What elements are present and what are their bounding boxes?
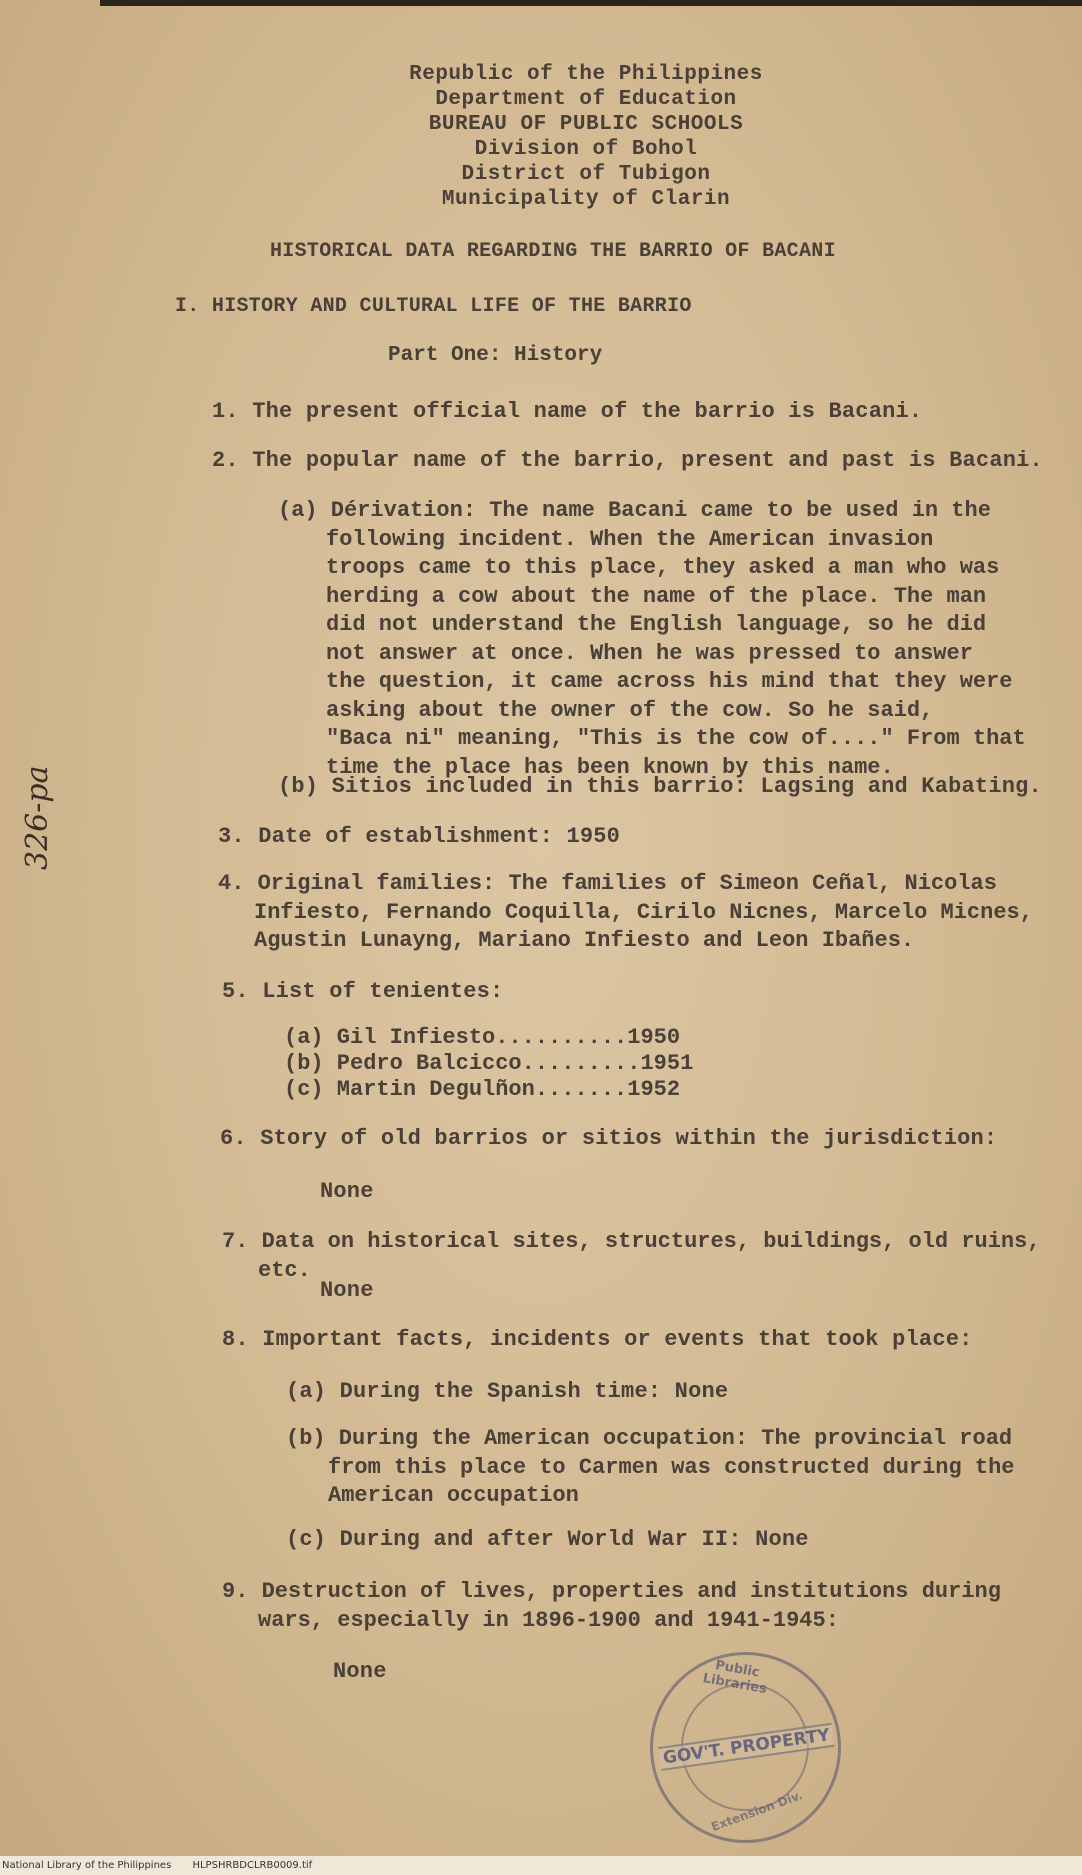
- paragraph-line: did not understand the English language, so he did: [326, 612, 987, 637]
- teniente-entry: (c) Martin Degulñon.......1952: [284, 1077, 681, 1102]
- footer-source: National Library of the Philippines: [2, 1860, 172, 1871]
- footer-file-id: HLPSHRBDCLRB0009.tif: [192, 1860, 313, 1871]
- item-7-value: None: [320, 1278, 374, 1303]
- item-9: [222, 1578, 1001, 1635]
- item-6-value: None: [320, 1179, 374, 1204]
- item-3: 3. Date of establishment: 1950: [218, 824, 621, 849]
- government-property-stamp: [638, 1640, 854, 1856]
- item-5: 5. List of tenientes:: [222, 979, 504, 1004]
- part-heading: Part One: History: [388, 344, 603, 367]
- document-title: HISTORICAL DATA REGARDING THE BARRIO OF BACANI: [270, 240, 836, 263]
- item-8a: (a) During the Spanish time: None: [286, 1379, 729, 1404]
- stamp-top-text: Public Libraries: [701, 1657, 768, 1698]
- scan-edge: [100, 0, 1082, 6]
- paragraph-line: wars, especially in 1896-1900 and 1941-1945:: [258, 1607, 839, 1633]
- item-6: 6. Story of old barrios or sitios within the jurisdiction:: [220, 1126, 998, 1151]
- item-9-value: None: [333, 1659, 387, 1684]
- paragraph-line: etc.: [258, 1257, 311, 1283]
- paragraph-line: 4. Original families: The families of Simeon Ceñal, Nicolas: [218, 871, 997, 896]
- paragraph-line: not answer at once. When he was pressed to answer: [326, 640, 973, 666]
- paragraph-line: following incident. When the American invasion: [326, 526, 934, 552]
- tenientes-list: [284, 1025, 693, 1103]
- paragraph-line: Infiesto, Fernando Coquilla, Cirilo Nicnes, Marcelo Micnes,: [254, 899, 1033, 925]
- header-line: Department of Education: [435, 88, 737, 111]
- item-2b-sitios: (b) Sitios included in this barrio: Lagsing and Kabating.: [278, 774, 1042, 799]
- paragraph-line: American occupation: [328, 1483, 579, 1508]
- item-1: 1. The present official name of the barrio is Bacani.: [212, 399, 923, 424]
- item-4-families: [218, 870, 1033, 956]
- paragraph-line: "Baca ni" meaning, "This is the cow of...." From that: [326, 726, 1026, 751]
- letterhead: [0, 62, 1082, 212]
- header-line: Municipality of Clarin: [441, 188, 731, 211]
- paragraph-line: from this place to Carmen was constructed during the: [328, 1454, 1015, 1480]
- item-2: 2. The popular name of the barrio, present and past is Bacani.: [212, 448, 1043, 473]
- handwritten-margin-note: 326-pa: [20, 765, 55, 870]
- item-8b: [286, 1425, 1015, 1511]
- header-line: District of Tubigon: [461, 163, 711, 186]
- header-line: BUREAU OF PUBLIC SCHOOLS: [428, 113, 744, 136]
- paragraph-line: 9. Destruction of lives, properties and institutions during: [222, 1579, 1001, 1604]
- item-2a-derivation: [278, 497, 1026, 782]
- item-8: 8. Important facts, incidents or events that took place:: [222, 1327, 973, 1352]
- paragraph-line: (a) Dérivation: The name Bacani came to be used in the: [278, 498, 991, 523]
- stamp-middle-text: GOV'T. PROPERTY: [658, 1723, 835, 1771]
- paragraph-line: Agustin Lunayng, Mariano Infiesto and Leon Ibañes.: [254, 928, 915, 953]
- teniente-entry: (a) Gil Infiesto..........1950: [284, 1025, 681, 1050]
- scan-footer: [0, 1856, 1082, 1875]
- paragraph-line: herding a cow about the name of the place. The man: [326, 583, 987, 609]
- paragraph-line: asking about the owner of the cow. So he said,: [326, 697, 934, 723]
- paragraph-line: the question, it came across his mind that they were: [326, 669, 1013, 694]
- item-8c: (c) During and after World War II: None: [286, 1527, 809, 1552]
- header-line: Division of Bohol: [474, 138, 698, 161]
- paragraph-line: troops came to this place, they asked a man who was: [326, 555, 1000, 580]
- stamp-bottom-text: Extension Div.: [709, 1788, 805, 1835]
- header-line: Republic of the Philippines: [409, 63, 763, 86]
- section-heading: I. HISTORY AND CULTURAL LIFE OF THE BARRIO: [175, 295, 692, 318]
- paragraph-line: (b) During the American occupation: The provincial road: [286, 1426, 1013, 1451]
- teniente-entry: (b) Pedro Balcicco.........1951: [284, 1051, 694, 1076]
- paragraph-line: 7. Data on historical sites, structures, buildings, old ruins,: [222, 1229, 1041, 1254]
- paragraph-line: time the place has been known by this name.: [326, 754, 894, 780]
